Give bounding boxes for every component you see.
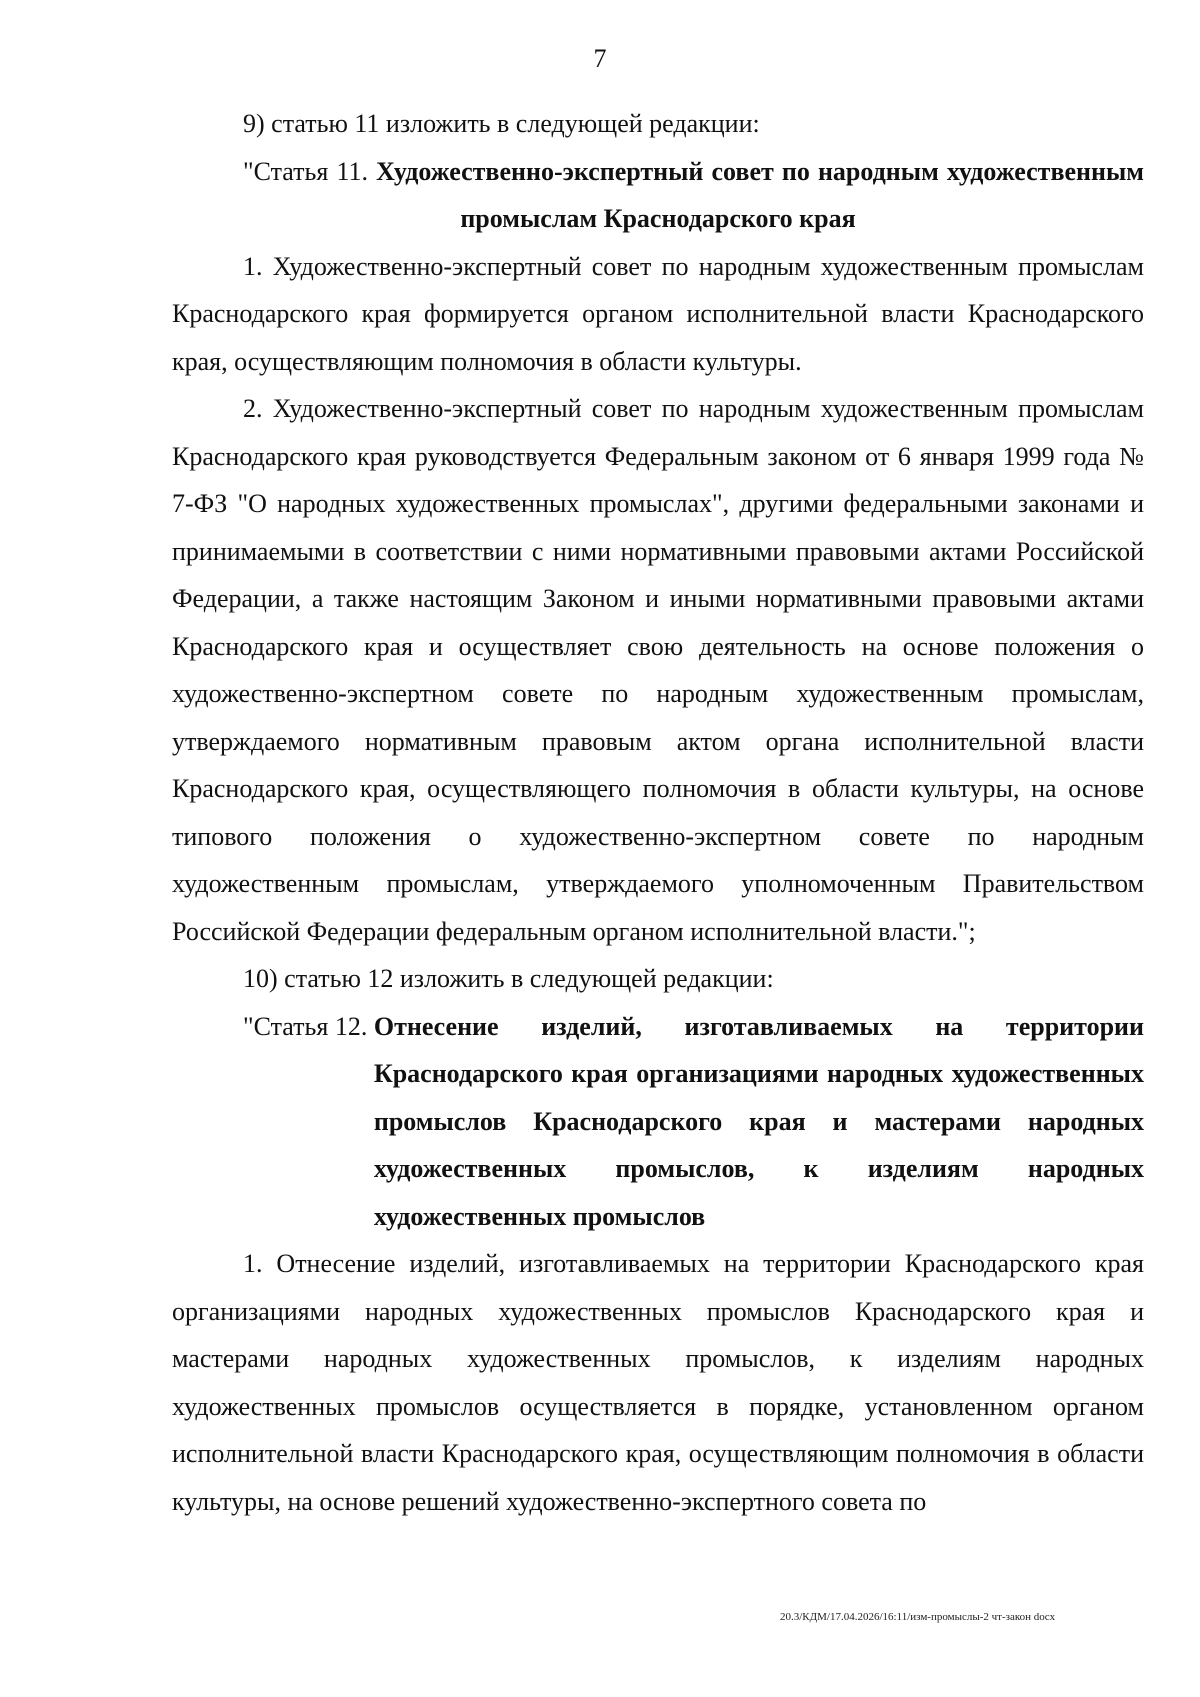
article-12-title: Отнесение изделий, изготавливаемых на территории Краснодарского края организациями народных художественных промыслов Краснодарского края и мастерами народных художественных промыслов, к изделиям народных художественных промыслов <box>373 1011 1144 1231</box>
article-12-heading <box>172 1003 1144 1241</box>
item-10-intro: 10) статью 12 изложить в следующей редакции: <box>243 964 774 993</box>
article-12-paragraph-1: 1. Отнесение изделий, изготавливаемых на территории Краснодарского края организациями народных художественных промыслов Краснодарского края и мастерами народных художественных промыслов, к изделиям народных художественных промыслов осуществляется в порядке, установленном органом исполнительной власти Краснодарского края, осуществляющим полномочия в области культуры, на основе решений художественно-экспертного совета по <box>172 1249 1144 1516</box>
page-number: 7 <box>593 44 607 73</box>
article-11-paragraph-2: 2. Художественно-экспертный совет по народным художественным промыслам Краснодарского края руководствуется Федеральным законом от 6 января 1999 года № 7-ФЗ "О народных художественных промыслах", другими федеральными законами и принимаемыми в соответствии с ними нормативными правовыми актами Российской Федерации, а также настоящим Законом и иными нормативными правовыми актами Краснодарского края и осуществляет свою деятельность на основе положения о художественно-экспертном совете по народным художественным промыслам, утверждаемого нормативным правовым актом органа исполнительной власти Краснодарского края, осуществляющего полномочия в области культуры, на основе типового положения о художественно-экспертном совете по народным художественным промыслам, утверждаемого уполномоченным Правительством Российской Федерации федеральным органом исполнительной власти."; <box>172 394 1144 946</box>
article-11-paragraph-1: 1. Художественно-экспертный совет по народным художественным промыслам Краснодарского края формируется органом исполнительной власти Краснодарского края, осуществляющим полномочия в области культуры. <box>172 251 1144 376</box>
item-9-intro: 9) статью 11 изложить в следующей редакции: <box>243 109 760 138</box>
document-body <box>172 100 1144 1525</box>
article-12-label: "Статья 12. <box>243 1011 374 1041</box>
article-11-heading <box>172 148 1144 243</box>
article-11-title: Художественно-экспертный совет по народным художественным промыслам Краснодарского края <box>376 156 1144 233</box>
document-footer-reference: 20.3/КДМ/17.04.2026/16:11/изм-промыслы-2 чт-закон docx <box>780 1611 1056 1623</box>
article-11-label: "Статья 11. <box>243 156 377 186</box>
